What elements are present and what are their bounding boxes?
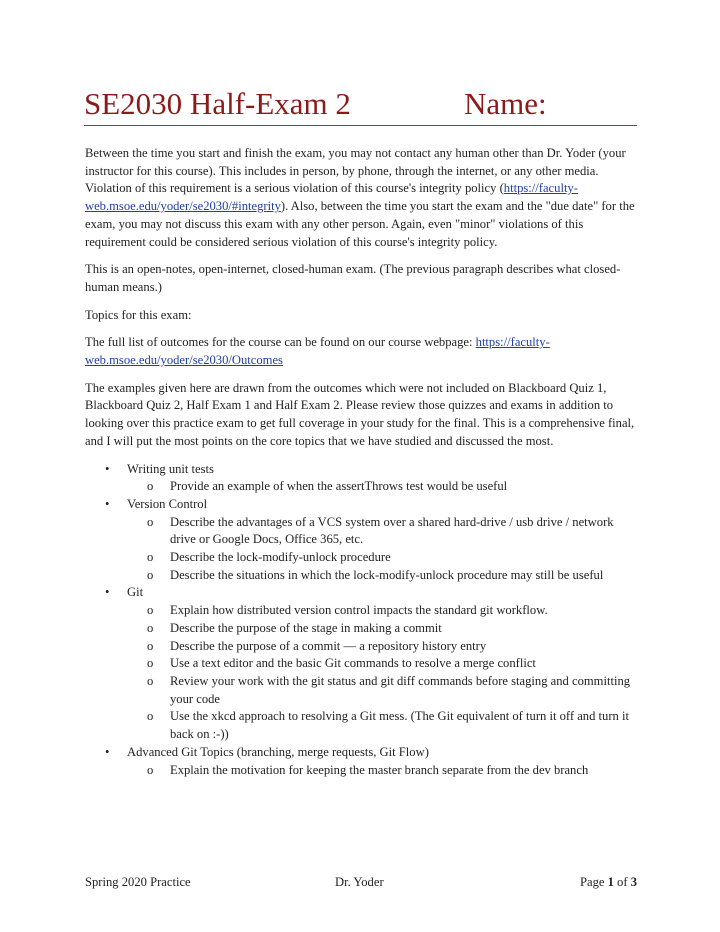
- circle-bullet-icon: o: [147, 673, 154, 688]
- subtopic-text: Describe the advantages of a VCS system over a shared hard-drive / usb drive / network drive or Google Docs, Office 365, etc.: [170, 514, 614, 547]
- circle-bullet-icon: o: [147, 550, 154, 565]
- subtopic-list: [127, 478, 637, 496]
- subtopic-text: Describe the lock-modify-unlock procedure: [170, 550, 391, 565]
- subtopic-item: [127, 673, 637, 708]
- topic-label: Advanced Git Topics (branching, merge requests, Git Flow): [127, 744, 429, 759]
- subtopic-item: [127, 655, 637, 673]
- subtopic-text: Use a text editor and the basic Git commands to resolve a merge conflict: [170, 656, 536, 671]
- subtopic-list: [127, 762, 637, 780]
- subtopic-item: [127, 762, 637, 780]
- title-divider: [84, 125, 637, 126]
- name-label: Name:: [464, 86, 547, 121]
- footer-page-number: Page 1 of 3: [579, 875, 637, 889]
- topic-label: Git: [127, 585, 144, 600]
- circle-bullet-icon: o: [147, 479, 154, 494]
- topic-item: [85, 496, 637, 585]
- subtopic-text: Provide an example of when the assertThrows test would be useful: [170, 479, 508, 494]
- subtopic-text: Review your work with the git status and git diff commands before staging and committing your code: [170, 673, 631, 706]
- circle-bullet-icon: o: [147, 638, 154, 653]
- subtopic-item: [127, 602, 637, 620]
- subtopic-item: [127, 549, 637, 567]
- subtopic-text: Use the xkcd approach to resolving a Git mess. (The Git equivalent of turn it off and turn it back on :-)): [170, 709, 629, 742]
- subtopic-text: Explain the motivation for keeping the master branch separate from the dev branch: [170, 762, 589, 777]
- outcomes-paragraph: The full list of outcomes for the course can be found on our course webpage: https://faculty-web.msoe.edu/yoder/se2030/Outcomes: [85, 335, 550, 368]
- footer-term: Spring 2020 Practice: [85, 875, 191, 889]
- topic-item: [85, 744, 637, 779]
- topics-heading: Topics for this exam:: [85, 307, 192, 322]
- circle-bullet-icon: o: [147, 762, 154, 777]
- bullet-icon: •: [105, 461, 110, 476]
- outcomes-link[interactable]: https://faculty-web.msoe.edu/yoder/se2030/Outcomes: [85, 335, 550, 368]
- subtopic-item: [127, 514, 637, 549]
- examples-paragraph: The examples given here are drawn from the outcomes which were not included on Blackboard Quiz 1, Blackboard Quiz 2, Half Exam 1 and Half Exam 2. Please review those quizzes and exams in addition to looking over this practice exam to get full coverage in your study for the final. This is a comprehensive final, and I will put the most points on the core topics that we have studied and discussed the most.: [85, 380, 635, 448]
- bullet-icon: •: [105, 496, 110, 511]
- topic-label: Writing unit tests: [127, 461, 214, 476]
- circle-bullet-icon: o: [147, 709, 154, 724]
- subtopic-text: Describe the situations in which the lock-modify-unlock procedure may still be useful: [170, 567, 604, 582]
- integrity-link[interactable]: https://faculty-web.msoe.edu/yoder/se2030/#integrity: [85, 181, 578, 214]
- page-footer: [85, 875, 637, 893]
- closed-human-paragraph: This is an open-notes, open-internet, closed-human exam. (The previous paragraph describes what closed-human means.): [85, 262, 621, 294]
- topic-list: [85, 461, 637, 780]
- subtopic-item: [127, 567, 637, 585]
- page-title: SE2030 Half-Exam 2: [84, 86, 351, 121]
- subtopic-text: Describe the purpose of a commit — a repository history entry: [170, 638, 487, 653]
- subtopic-item: [127, 708, 637, 743]
- circle-bullet-icon: o: [147, 567, 154, 582]
- subtopic-list: [127, 514, 637, 585]
- topic-item: [85, 461, 637, 496]
- bullet-icon: •: [105, 744, 110, 759]
- circle-bullet-icon: o: [147, 620, 154, 635]
- subtopic-list: [127, 602, 637, 744]
- topic-item: [85, 584, 637, 743]
- subtopic-item: [127, 478, 637, 496]
- footer-author: Dr. Yoder: [335, 875, 384, 889]
- subtopic-text: Describe the purpose of the stage in making a commit: [170, 620, 442, 635]
- integrity-paragraph: Between the time you start and finish the exam, you may not contact any human other than Dr. Yoder (your instructor for this course). This includes in person, by phone, through the internet, or any other media. Violation of this requirement is a serious violation of this course's integrity policy (https://faculty-web.msoe.edu/yoder/se2030/#integrity). Also, between the time you start the exam and the "due date" for the exam, you may not discuss this exam with any other person. Again, even "minor" violations of this requirement could be considered serious violation of this course's integrity policy.: [85, 146, 635, 249]
- subtopic-item: [127, 638, 637, 656]
- circle-bullet-icon: o: [147, 514, 154, 529]
- exam-body: [85, 145, 637, 779]
- circle-bullet-icon: o: [147, 603, 154, 618]
- title-row: [84, 86, 637, 126]
- subtopic-item: [127, 620, 637, 638]
- subtopic-text: Explain how distributed version control impacts the standard git workflow.: [170, 603, 548, 618]
- bullet-icon: •: [105, 585, 110, 600]
- circle-bullet-icon: o: [147, 656, 154, 671]
- topic-label: Version Control: [127, 496, 208, 511]
